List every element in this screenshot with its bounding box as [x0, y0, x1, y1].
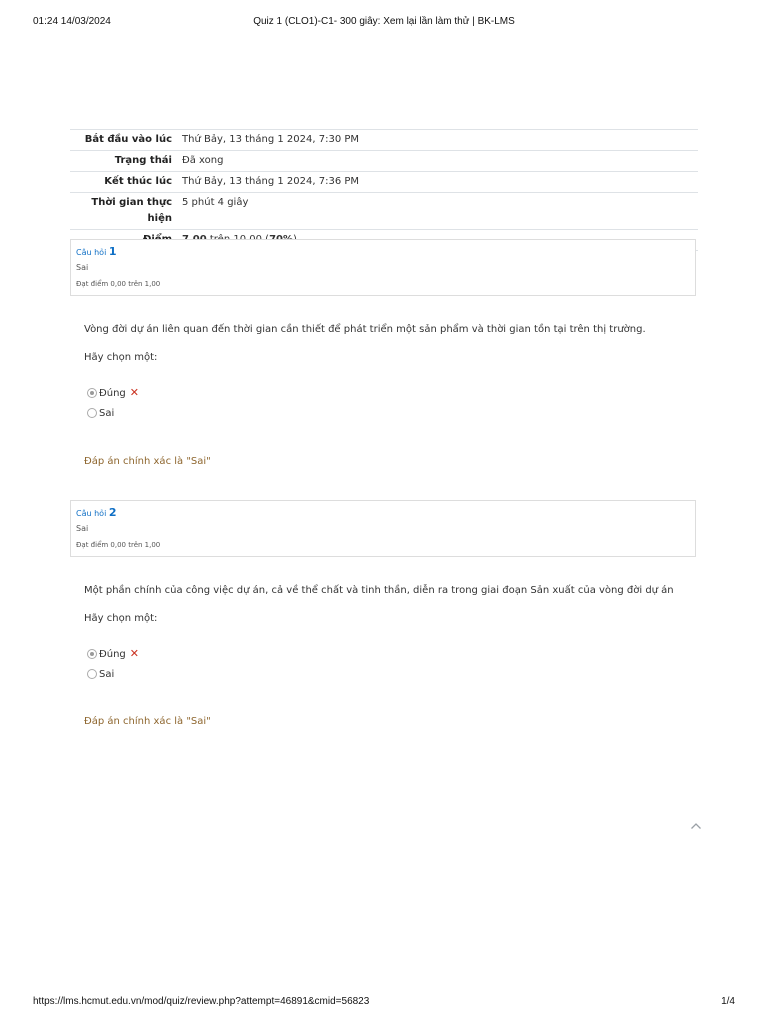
option-label: Đúng: [99, 388, 126, 399]
summary-row-start: [70, 130, 698, 151]
print-datetime: 01:24 14/03/2024: [33, 16, 111, 27]
question-prefix: Câu hỏi: [76, 248, 107, 257]
question-prompt: Hãy chọn một:: [84, 613, 158, 624]
question-number: [76, 506, 117, 519]
radio-unchecked[interactable]: [87, 669, 97, 679]
attempt-summary-table: [70, 129, 698, 251]
question-number-value: 2: [108, 506, 117, 519]
question-mark: Đạt điểm 0,00 trên 1,00: [76, 280, 161, 288]
summary-label: Trạng thái: [70, 151, 178, 172]
answer-option-false[interactable]: [87, 668, 114, 682]
print-footer: [0, 996, 768, 1010]
answer-option-true[interactable]: [87, 386, 139, 400]
print-page-title: Quiz 1 (CLO1)-C1- 300 giây: Xem lại lần làm thử | BK-LMS: [253, 16, 515, 27]
summary-value: Đã xong: [178, 151, 698, 172]
right-answer-feedback: Đáp án chính xác là "Sai": [84, 716, 211, 727]
print-page-number: 1/4: [721, 996, 735, 1007]
summary-row-finish: [70, 172, 698, 193]
radio-checked[interactable]: [87, 649, 97, 659]
summary-value: 5 phút 4 giây: [178, 193, 698, 230]
summary-label: Bắt đầu vào lúc: [70, 130, 178, 151]
print-url: https://lms.hcmut.edu.vn/mod/quiz/review.php?attempt=46891&cmid=56823: [33, 996, 370, 1007]
print-header: [0, 16, 768, 30]
chevron-up-icon[interactable]: [690, 820, 702, 832]
summary-value: Thứ Bảy, 13 tháng 1 2024, 7:30 PM: [178, 130, 698, 151]
radio-unchecked[interactable]: [87, 408, 97, 418]
option-label: Sai: [99, 669, 115, 680]
radio-checked[interactable]: [87, 388, 97, 398]
cross-icon: ✕: [129, 386, 139, 399]
answer-option-false[interactable]: [87, 407, 114, 421]
question-mark: Đạt điểm 0,00 trên 1,00: [76, 541, 161, 549]
question-number: [76, 245, 117, 258]
question-info-2: [70, 500, 696, 557]
summary-row-state: [70, 151, 698, 172]
question-text: Vòng đời dự án liên quan đến thời gian cần thiết để phát triển một sản phẩm và thời gian tồn tại trên thị trường.: [84, 324, 646, 335]
summary-value: Thứ Bảy, 13 tháng 1 2024, 7:36 PM: [178, 172, 698, 193]
option-label: Sai: [99, 408, 115, 419]
question-state: Sai: [76, 263, 89, 272]
summary-label: Thời gian thực hiện: [70, 193, 178, 230]
answer-option-true[interactable]: [87, 647, 139, 661]
summary-row-duration: [70, 193, 698, 230]
question-info-1: [70, 239, 696, 296]
question-text: Một phần chính của công việc dự án, cả về thể chất và tinh thần, diễn ra trong giai đoạn Sản xuất của vòng đời dự án: [84, 585, 674, 596]
question-prefix: Câu hỏi: [76, 509, 107, 518]
summary-label: Kết thúc lúc: [70, 172, 178, 193]
question-state: Sai: [76, 524, 89, 533]
right-answer-feedback: Đáp án chính xác là "Sai": [84, 456, 211, 467]
cross-icon: ✕: [129, 647, 139, 660]
question-number-value: 1: [108, 245, 117, 258]
option-label: Đúng: [99, 649, 126, 660]
question-prompt: Hãy chọn một:: [84, 352, 158, 363]
